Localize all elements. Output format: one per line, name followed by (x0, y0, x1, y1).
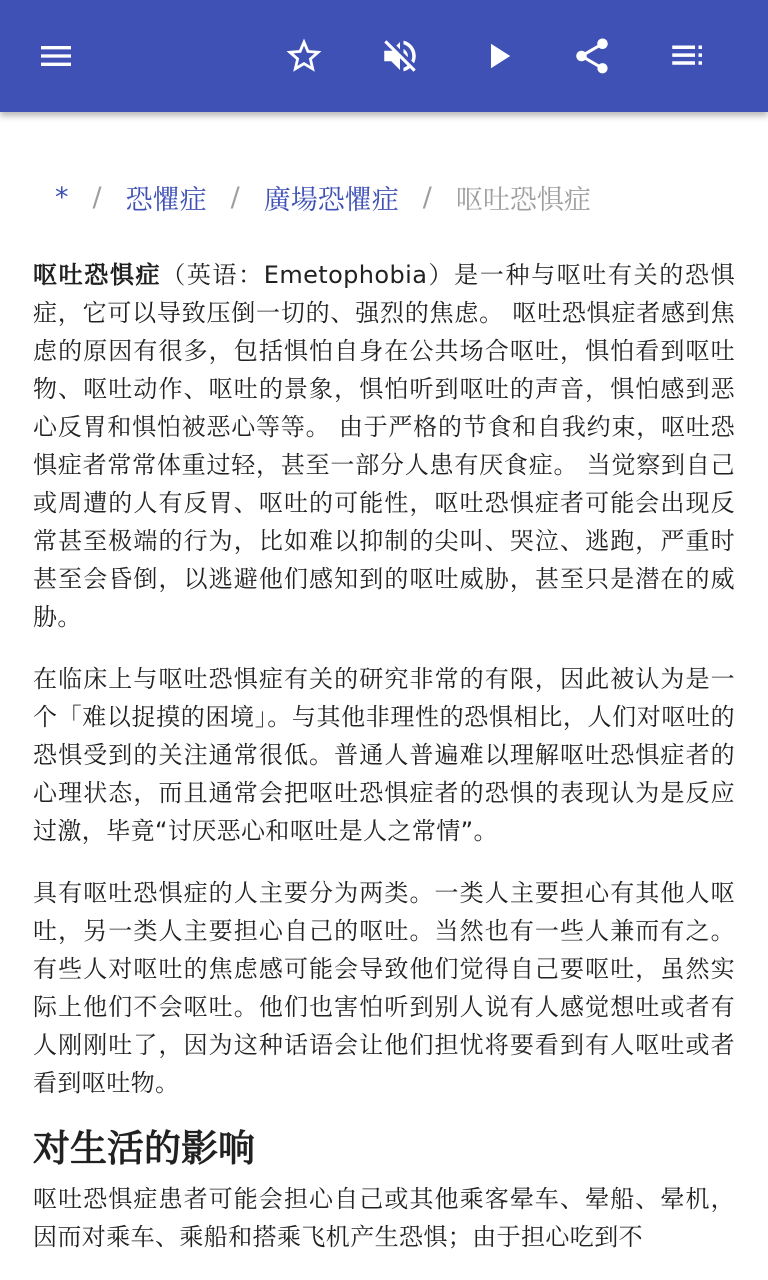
breadcrumb-link-agoraphobia[interactable]: 廣場恐懼症 (263, 184, 399, 216)
article-paragraph: 呕吐恐惧症患者可能会担心自己或其他乘客晕车、晕船、晕机，因而对乘车、乘船和搭乘飞机产生恐惧；由于担心吃到不 (33, 1185, 735, 1251)
play-icon (477, 35, 519, 77)
breadcrumb (55, 180, 591, 214)
article-paragraph-text: （英语：Emetophobia）是一种与呕吐有关的恐惧症，它可以导致压倒一切的、强烈的焦虑。 呕吐恐惧症者感到焦虑的原因有很多，包括惧怕自身在公共场合呕吐，惧怕看到呕吐物、呕吐动作、呕吐的景象，惧怕听到呕吐的声音，惧怕感到恶心反胃和惧怕被恶心等等。 由于严格的节食和自我约束，呕吐恐惧症者常常体重过轻，甚至一部分人患有厌食症。 当觉察到自己或周遭的人有反胃、呕吐的可能性，呕吐恐惧症者可能会出现反常甚至极端的行为，比如难以抑制的尖叫、哭泣、逃跑，严重时甚至会昏倒，以逃避他们感知到的呕吐威胁，甚至只是潜在的威胁。 (33, 261, 735, 631)
share-icon (571, 35, 613, 77)
breadcrumb-current: 呕吐恐惧症 (455, 184, 591, 216)
app-bar (0, 0, 768, 112)
play-button[interactable] (470, 28, 526, 84)
breadcrumb-separator: / (92, 181, 102, 213)
menu-icon (36, 36, 76, 76)
breadcrumb-home-link[interactable]: * (55, 181, 69, 213)
menu-button[interactable] (28, 28, 84, 84)
breadcrumb-separator: / (422, 181, 432, 213)
playlist-icon (667, 35, 709, 77)
section-heading: 对生活的影响 (33, 1127, 255, 1170)
article-term: 呕吐恐惧症 (33, 261, 162, 289)
bookmark-button[interactable] (276, 28, 332, 84)
share-button[interactable] (564, 28, 620, 84)
article-paragraph: 在临床上与呕吐恐惧症有关的研究非常的有限，因此被认为是一个「难以捉摸的困境」。与其他非理性的恐惧相比，人们对呕吐的恐惧受到的关注通常很低。普通人普遍难以理解呕吐恐惧症者的心理状态，而且通常会把呕吐恐惧症者的恐惧的表现认为是反应过激，毕竟“讨厌恶心和呕吐是人之常情”。 (33, 665, 735, 845)
breadcrumb-separator: / (230, 181, 240, 213)
breadcrumb-link-phobia[interactable]: 恐懼症 (125, 184, 207, 216)
star-outline-icon (283, 35, 325, 77)
mute-button[interactable] (372, 28, 428, 84)
article-body (33, 256, 735, 1280)
playlist-button[interactable] (660, 28, 716, 84)
article-paragraph: 具有呕吐恐惧症的人主要分为两类。一类人主要担心有其他人呕吐，另一类人主要担心自己的呕吐。当然也有一些人兼而有之。有些人对呕吐的焦虑感可能会导致他们觉得自己要呕吐，虽然实际上他们不会呕吐。他们也害怕听到别人说有人感觉想吐或者有人刚刚吐了，因为这种话语会让他们担忧将要看到有人呕吐或者看到呕吐物。 (33, 879, 735, 1097)
volume-off-icon (379, 35, 421, 77)
article-paragraph (33, 256, 735, 636)
